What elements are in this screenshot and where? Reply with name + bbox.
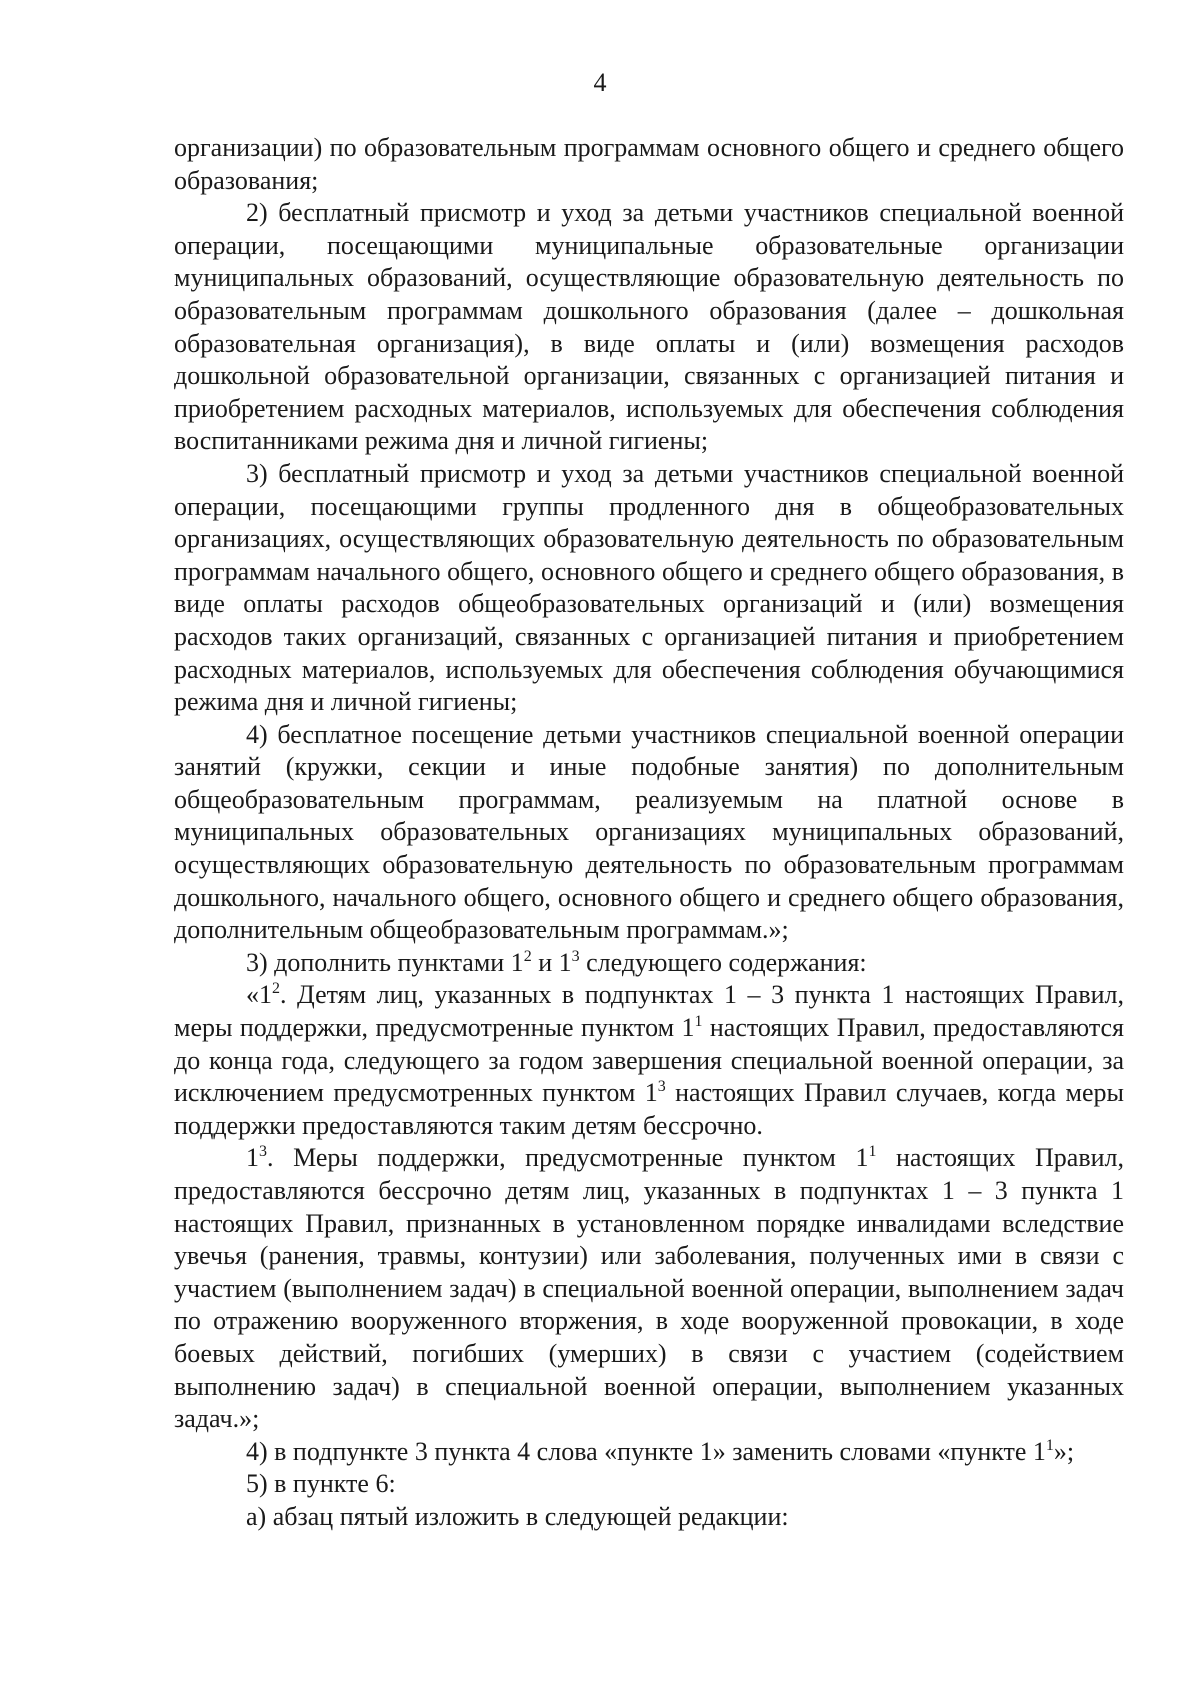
paragraph-text: »; <box>1053 1436 1075 1466</box>
paragraph-text: а) абзац пятый изложить в следующей редакции: <box>246 1501 789 1531</box>
paragraph-text: 5) в пункте 6: <box>246 1469 396 1499</box>
paragraph-text: 4) бесплатное посещение детьми участников специальной военной операции занятий (кружки, секции и иные подобные занятия) по дополнительным общеобразовательным программам, реализуемым на платной основе в муниципальных образовательных организациях муниципальных образований, осуществляющих образовательную деятельность по образовательным программам дошкольного, начального общего, основного общего и среднего общего образования, дополнительным общеобразовательным программам.»; <box>174 719 1124 945</box>
paragraph-text: 3) дополнить пунктами 1 <box>246 947 524 977</box>
superscript: 1 <box>694 1013 703 1031</box>
paragraph <box>174 947 1124 980</box>
superscript: 3 <box>259 1143 267 1161</box>
paragraph <box>174 197 1124 458</box>
paragraph-text: 3) бесплатный присмотр и уход за детьми участников специальной военной операции, посещающими группы продленного дня в общеобразовательных организациях, осуществляющих образовательную деятельность по образовательным программам начального общего, основного общего и среднего общего образования, в виде оплаты расходов общеобразовательных организаций и (или) возмещения расходов таких организаций, связанных с организацией питания и приобретением расходных материалов, используемых для обеспечения соблюдения обучающимися режима дня и личной гигиены; <box>174 458 1124 717</box>
superscript: 3 <box>657 1078 666 1096</box>
document-body <box>174 132 1124 1534</box>
paragraph-text: 1 <box>246 1143 259 1173</box>
paragraph <box>174 132 1124 197</box>
paragraph <box>174 458 1124 719</box>
paragraph <box>174 719 1124 947</box>
paragraph-text: . Меры поддержки, предусмотренные пунктом 1 <box>267 1143 869 1173</box>
paragraph <box>174 1436 1124 1469</box>
paragraph-text: настоящих Правил, предоставляются бессрочно детям лиц, указанных в подпунктах 1 – 3 пункта 1 настоящих Правил, признанных в установленном порядке инвалидами вследствие увечья (ранения, травмы, контузии) или заболевания, полученных ими в связи с участием (выполнением задач) в специальной военной операции, выполнением задач по отражению вооруженного вторжения, в ходе вооруженной провокации, в ходе боевых действий, погибших (умерших) в связи с участием (содействием выполнению задач) в специальной военной операции, выполнением указанных задач.»; <box>174 1143 1124 1434</box>
paragraph-text: . Детям лиц, указанных в подпунктах 1 – 3 пункта 1 настоящих Правил, меры поддержки, предусмотренные пунктом 1 <box>174 980 1124 1043</box>
paragraph <box>174 1142 1124 1435</box>
paragraph <box>174 1501 1124 1534</box>
paragraph <box>174 1468 1124 1501</box>
superscript: 2 <box>523 947 532 965</box>
paragraph-text: следующего содержания: <box>579 947 867 977</box>
paragraph-text: организации) по образовательным программам основного общего и среднего общего образования; <box>174 133 1124 195</box>
paragraph-text: и 1 <box>531 947 572 977</box>
superscript: 3 <box>571 947 580 965</box>
paragraph-text: 4) в подпункте 3 пункта 4 слова «пункте 1» заменить словами «пункте 1 <box>246 1436 1046 1466</box>
superscript: 2 <box>272 980 280 998</box>
paragraph <box>174 979 1124 1142</box>
superscript: 1 <box>868 1143 877 1161</box>
paragraph-text: «1 <box>246 980 272 1010</box>
paragraph-text: 2) бесплатный присмотр и уход за детьми участников специальной военной операции, посещающими муниципальные образовательные организации муниципальных образований, осуществляющие образовательную деятельность по образовательным программам дошкольного образования (далее – дошкольная образовательная организация), в виде оплаты и (или) возмещения расходов дошкольной образовательной организации, связанных с организацией питания и приобретением расходных материалов, используемых для обеспечения соблюдения воспитанниками режима дня и личной гигиены; <box>174 198 1124 456</box>
superscript: 1 <box>1045 1436 1054 1454</box>
page-number: 4 <box>593 68 607 97</box>
paragraph-text: настоящих Правил случаев, когда меры поддержки предоставляются таким детям бессрочно. <box>174 1078 1124 1140</box>
paragraph-text: настоящих Правил, предоставляются до конца года, следующего за годом завершения специальной военной операции, за исключением предусмотренных пунктом 1 <box>174 1013 1124 1108</box>
